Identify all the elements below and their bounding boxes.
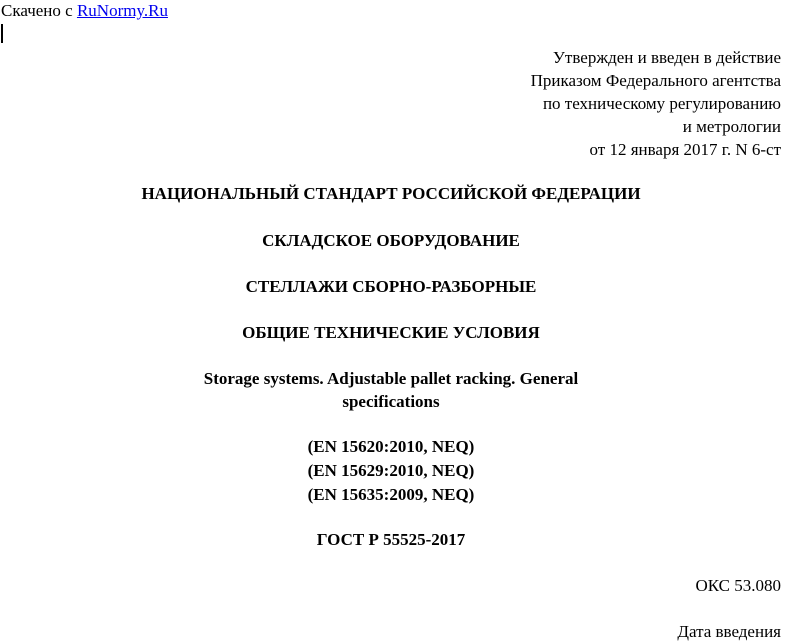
text-cursor [1, 24, 3, 43]
source-line [1, 1, 168, 21]
national-standard-heading: НАЦИОНАЛЬНЫЙ СТАНДАРТ РОССИЙСКОЙ ФЕДЕРАЦИИ [141, 184, 641, 203]
approval-block [531, 46, 781, 161]
english-title-line: Storage systems. Adjustable pallet racking. General [203, 369, 579, 388]
runormy-link[interactable]: RuNormy.Ru [76, 1, 168, 20]
english-title-line: specifications [342, 392, 440, 411]
en-references [0, 435, 782, 507]
general-conditions-heading: ОБЩИЕ ТЕХНИЧЕСКИЕ УСЛОВИЯ [242, 323, 540, 342]
warehouse-equipment-heading: СКЛАДСКОЕ ОБОРУДОВАНИЕ [262, 231, 520, 250]
en-reference: (EN 15620:2010, NEQ) [307, 437, 475, 456]
approval-line: Приказом Федерального агентства [530, 71, 781, 90]
source-prefix: Скачено с [1, 1, 77, 20]
approval-line: Утвержден и введен в действие [552, 48, 781, 67]
approval-line: и метрологии [682, 117, 781, 136]
approval-line: по техническому регулированию [542, 94, 781, 113]
intro-date-label: Дата введения [677, 622, 781, 641]
english-title [0, 367, 782, 413]
gost-number: ГОСТ Р 55525-2017 [316, 530, 466, 549]
en-reference: (EN 15629:2010, NEQ) [307, 461, 475, 480]
racks-heading: СТЕЛЛАЖИ СБОРНО-РАЗБОРНЫЕ [245, 277, 537, 296]
oks-code: ОКС 53.080 [695, 576, 781, 595]
en-reference: (EN 15635:2009, NEQ) [307, 485, 475, 504]
approval-line: от 12 января 2017 г. N 6-ст [589, 140, 781, 159]
